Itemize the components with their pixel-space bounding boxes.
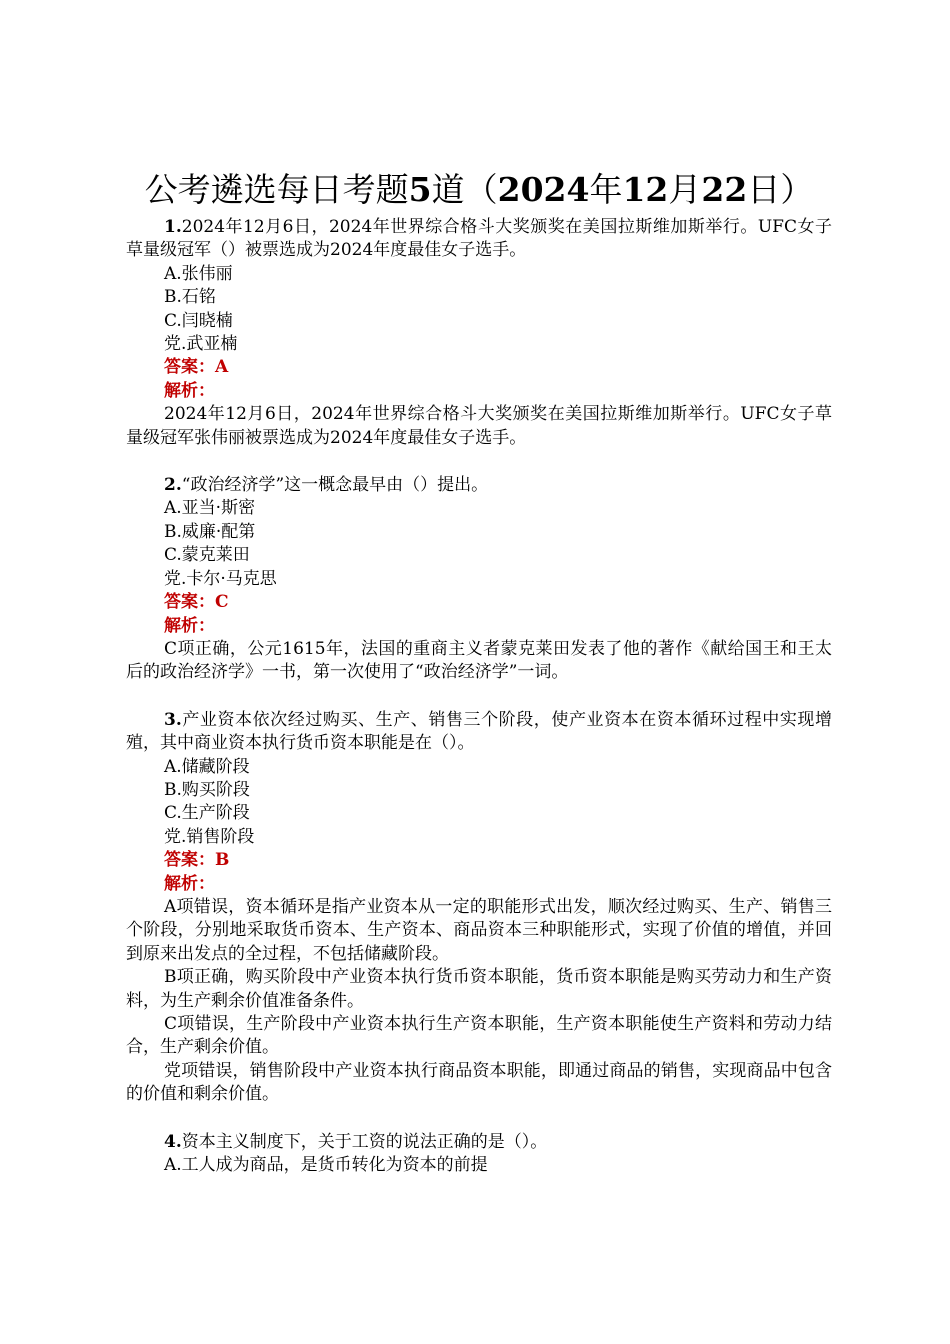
analysis-label: 解析： [164, 873, 215, 894]
question-stem: 4.资本主义制度下，关于工资的说法正确的是（）。 [164, 1131, 548, 1152]
question-4 [126, 1131, 832, 1178]
analysis-paragraph: B项正确，购买阶段中产业资本执行货币资本职能，货币资本职能是购买劳动力和生产资料，为生产剩余价值准备条件。 [126, 967, 832, 1011]
option-c: C.生产阶段 [164, 803, 250, 824]
option-c: C.闫晓楠 [164, 310, 233, 331]
option-a: A.工人成为商品，是货币转化为资本的前提 [164, 1155, 488, 1176]
analysis-label: 解析： [164, 380, 215, 401]
answer-label: 答案：A [164, 357, 229, 378]
option-a: A.亚当·斯密 [164, 498, 256, 519]
analysis-paragraph: A项错误，资本循环是指产业资本从一定的职能形式出发，顺次经过购买、生产、销售三个阶段，分别地采取货币资本、生产资本、商品资本三种职能形式，实现了价值的增值，并回到原来出发点的全过程，不包括储藏阶段。 [126, 896, 832, 964]
answer-label: 答案：B [164, 850, 230, 871]
analysis-paragraph: C项正确，公元1615年，法国的重商主义者蒙克莱田发表了他的著作《献给国王和王太后的政治经济学》一书，第一次使用了“政治经济学”一词。 [126, 638, 832, 683]
page-title: 公考遴选每日考题5道（2024年12月22日） [144, 170, 814, 209]
analysis-paragraph: C项错误，生产阶段中产业资本执行生产资本职能，生产资本职能使生产资料和劳动力结合，生产剩余价值。 [126, 1014, 832, 1058]
analysis-paragraph: 党项错误，销售阶段中产业资本执行商品资本职能，即通过商品的销售，实现商品中包含的价值和剩余价值。 [126, 1060, 832, 1105]
option-d: 党.销售阶段 [164, 826, 255, 847]
document-page [126, 168, 832, 1201]
analysis-label: 解析： [164, 615, 215, 636]
option-d: 党.卡尔·马克思 [164, 568, 277, 589]
question-1 [126, 216, 832, 450]
question-2 [126, 474, 832, 685]
option-a: A.储藏阶段 [164, 756, 250, 777]
option-d: 党.武亚楠 [164, 334, 238, 355]
question-stem: 1.2024年12月6日，2024年世界综合格斗大奖颁奖在美国拉斯维加斯举行。UFC女子草量级冠军（）被票选成为2024年度最佳女子选手。 [126, 217, 832, 261]
option-b: B.购买阶段 [164, 779, 250, 800]
analysis-paragraph: 2024年12月6日，2024年世界综合格斗大奖颁奖在美国拉斯维加斯举行。UFC女子草量级冠军张伟丽被票选成为2024年度最佳女子选手。 [126, 404, 832, 448]
question-3 [126, 709, 832, 1107]
question-stem: 3.产业资本依次经过购买、生产、销售三个阶段，使产业资本在资本循环过程中实现增殖，其中商业资本执行货币资本职能是在（）。 [126, 709, 832, 754]
option-b: B.威廉·配第 [164, 521, 256, 542]
option-c: C.蒙克莱田 [164, 545, 250, 566]
question-stem: 2.“政治经济学”这一概念最早由（）提出。 [164, 475, 489, 496]
option-a: A.张伟丽 [164, 263, 233, 284]
answer-label: 答案：C [164, 592, 229, 613]
option-b: B.石铭 [164, 287, 216, 308]
